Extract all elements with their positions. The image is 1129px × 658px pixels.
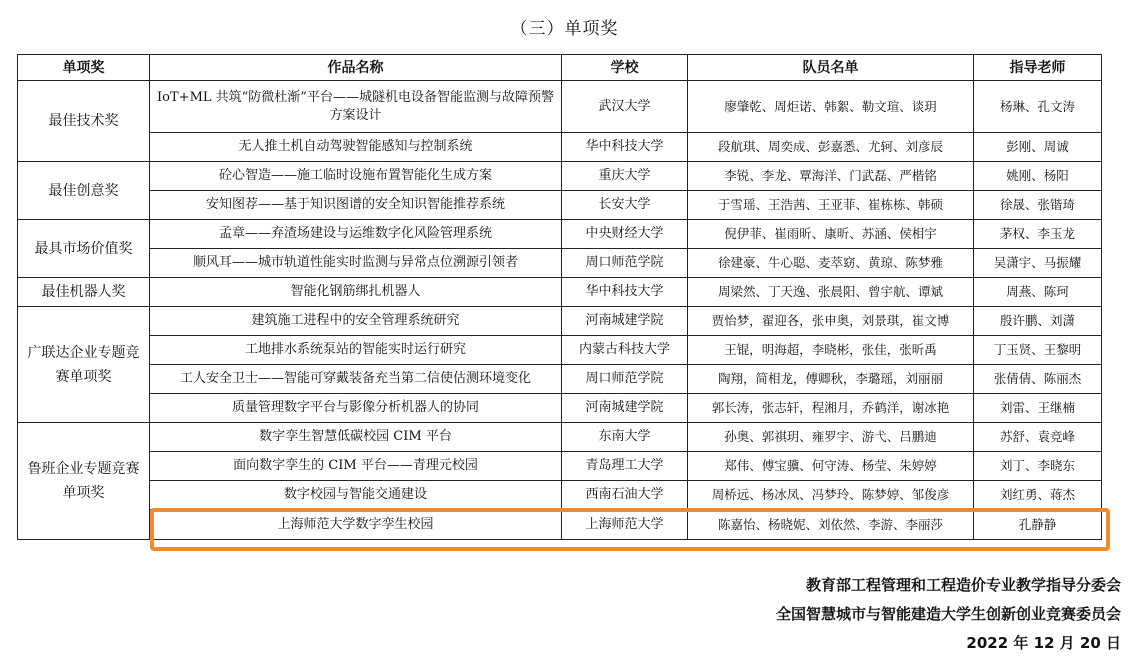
award-category: 最佳技术奖 [18, 81, 150, 162]
school: 西南石油大学 [562, 481, 688, 510]
award-table [17, 54, 1102, 540]
team-members: 郭长涛，张志轩，程湘月，乔鹤洋，谢冰艳 [688, 394, 974, 423]
advisor: 刘丁、李晓东 [974, 452, 1102, 481]
work-title: 面向数字孪生的 CIM 平台——青理元校园 [150, 452, 562, 481]
table-row [18, 162, 1102, 191]
team-members: 周梁然、丁天逸、张晨阳、曾宇航、谭斌 [688, 278, 974, 307]
work-title: 质量管理数字平台与影像分析机器人的协同 [150, 394, 562, 423]
work-title: IoT+ML 共筑“防微杜渐”平台——城隧机电设备智能监测与故障预警方案设计 [150, 81, 562, 133]
advisor: 苏舒、袁竞峰 [974, 423, 1102, 452]
work-title: 上海师范大学数字孪生校园 [150, 510, 562, 540]
work-title: 顺风耳——城市轨道性能实时监测与异常点位溯源引领者 [150, 249, 562, 278]
team-members: 贾怡梦，翟迎各，张申奥，刘景琪，崔文博 [688, 307, 974, 336]
table-row [18, 394, 1102, 423]
school: 周口师范学院 [562, 249, 688, 278]
team-members: 徐建豪、牛心聪、麦萃窈、黄琼、陈梦雅 [688, 249, 974, 278]
team-members: 周桥远、杨冰凤、冯梦玲、陈梦婷、邹俊彦 [688, 481, 974, 510]
advisor: 刘红勇、蒋杰 [974, 481, 1102, 510]
advisor: 刘雷、王继楠 [974, 394, 1102, 423]
advisor: 姚刚、杨阳 [974, 162, 1102, 191]
advisor: 茅权、李玉龙 [974, 220, 1102, 249]
team-members: 孙奥、郭祺玥、雍罗宇、游弋、吕鹏迪 [688, 423, 974, 452]
footer-organization-1: 教育部工程管理和工程造价专业教学指导分委会 [805, 576, 1121, 594]
school: 河南城建学院 [562, 394, 688, 423]
work-title: 智能化钢筋绑扎机器人 [150, 278, 562, 307]
table-row [18, 249, 1102, 278]
work-title: 安知图荐——基于知识图谱的安全知识智能推荐系统 [150, 191, 562, 220]
table-row [18, 133, 1102, 162]
school: 青岛理工大学 [562, 452, 688, 481]
advisor: 彭刚、周诚 [974, 133, 1102, 162]
work-title: 工地排水系统泵站的智能实时运行研究 [150, 336, 562, 365]
award-category: 最佳机器人奖 [18, 278, 150, 307]
advisor: 吴潇宇、马振耀 [974, 249, 1102, 278]
team-members: 李锐、李龙、覃海洋、门武磊、严楷铭 [688, 162, 974, 191]
header-advisor: 指导老师 [974, 55, 1102, 81]
team-members: 陈嘉怡、杨晓妮、刘依然、李游、李丽莎 [688, 510, 974, 540]
school: 东南大学 [562, 423, 688, 452]
advisor: 丁玉贤、王黎明 [974, 336, 1102, 365]
team-members: 于雪瑶、王浩茜、王亚菲、崔栋栋、韩硕 [688, 191, 974, 220]
advisor: 张倩倩、陈丽杰 [974, 365, 1102, 394]
header-award: 单项奖 [18, 55, 150, 81]
team-members: 陶翔，简相龙，傅卿秋，李璐瑶，刘丽丽 [688, 365, 974, 394]
school: 内蒙古科技大学 [562, 336, 688, 365]
table-row [18, 423, 1102, 452]
advisor: 殷许鹏、刘潇 [974, 307, 1102, 336]
header-members: 队员名单 [688, 55, 974, 81]
school: 华中科技大学 [562, 278, 688, 307]
team-members: 郑伟、傅宝骥、何守涛、杨莹、朱婷婷 [688, 452, 974, 481]
team-members: 段航琪、周奕成、彭嘉悉、尤轲、刘彦辰 [688, 133, 974, 162]
work-title: 数字孪生智慧低碳校园 CIM 平台 [150, 423, 562, 452]
header-work-title: 作品名称 [150, 55, 562, 81]
award-category: 最佳创意奖 [18, 162, 150, 220]
advisor: 杨琳、孔文涛 [974, 81, 1102, 133]
school: 河南城建学院 [562, 307, 688, 336]
school: 华中科技大学 [562, 133, 688, 162]
advisor: 徐晟、张锴琦 [974, 191, 1102, 220]
table-row [18, 278, 1102, 307]
work-title: 孟章——弃渣场建设与运维数字化风险管理系统 [150, 220, 562, 249]
table-row-highlighted [18, 510, 1102, 540]
school: 长安大学 [562, 191, 688, 220]
table-row [18, 307, 1102, 336]
award-category: 广联达企业专题竞赛单项奖 [18, 307, 150, 423]
table-row [18, 365, 1102, 394]
table-row [18, 481, 1102, 510]
advisor: 周燕、陈珂 [974, 278, 1102, 307]
table-row [18, 452, 1102, 481]
advisor: 孔静静 [974, 510, 1102, 540]
school: 上海师范大学 [562, 510, 688, 540]
school: 周口师范学院 [562, 365, 688, 394]
team-members: 王锟，明海超，李晓彬，张佳，张昕禹 [688, 336, 974, 365]
section-title: （三）单项奖 [510, 19, 619, 39]
work-title: 数字校园与智能交通建设 [150, 481, 562, 510]
award-category: 最具市场价值奖 [18, 220, 150, 278]
footer-date: 2022 年 12 月 20 日 [966, 634, 1121, 652]
table-row [18, 220, 1102, 249]
table-header-row [18, 55, 1102, 81]
table-row [18, 336, 1102, 365]
school: 中央财经大学 [562, 220, 688, 249]
school: 武汉大学 [562, 81, 688, 133]
table-row [18, 191, 1102, 220]
work-title: 砼心智造——施工临时设施布置智能化生成方案 [150, 162, 562, 191]
footer-organization-2: 全国智慧城市与智能建造大学生创新创业竞赛委员会 [775, 605, 1121, 623]
table-row [18, 81, 1102, 133]
team-members: 倪伊菲、崔雨昕、康昕、苏涵、侯相宇 [688, 220, 974, 249]
work-title: 工人安全卫士——智能可穿戴装备充当第二信使估测环境变化 [150, 365, 562, 394]
work-title: 建筑施工进程中的安全管理系统研究 [150, 307, 562, 336]
header-school: 学校 [562, 55, 688, 81]
team-members: 廖肇乾、周炬诺、韩絮、勒文瑄、谈玥 [688, 81, 974, 133]
award-category: 鲁班企业专题竞赛单项奖 [18, 423, 150, 540]
school: 重庆大学 [562, 162, 688, 191]
work-title: 无人推土机自动驾驶智能感知与控制系统 [150, 133, 562, 162]
